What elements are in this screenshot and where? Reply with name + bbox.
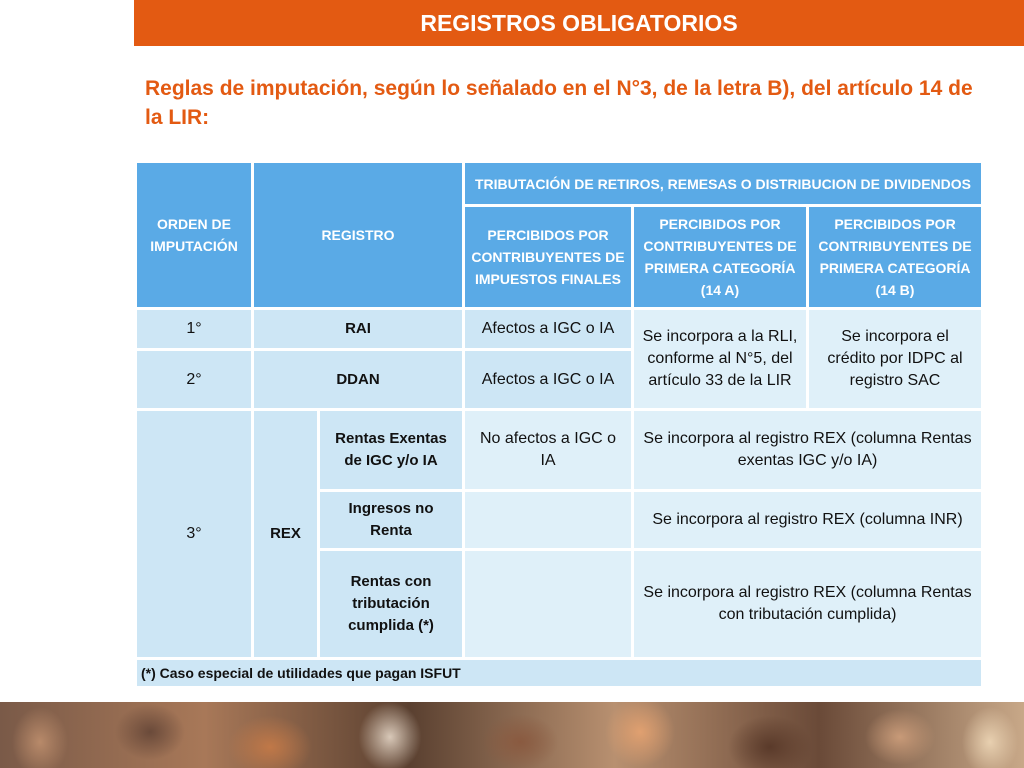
row1-registro: RAI [254, 310, 462, 348]
rex-sub-primera: Se incorpora al registro REX (columna INR) [634, 492, 981, 548]
row3-orden: 3° [137, 411, 251, 657]
rex-sub-finales [465, 551, 631, 657]
rex-sub-label: Rentas con tributación cumplida (*) [320, 551, 462, 657]
rex-sub-finales [465, 492, 631, 548]
header-orden: ORDEN DE IMPUTACIÓN [137, 163, 251, 307]
crowd-photo-strip [0, 702, 1024, 768]
rex-sub-primera: Se incorpora al registro REX (columna Rentas exentas IGC y/o IA) [634, 411, 981, 489]
subtitle: Reglas de imputación, según lo señalado en el N°3, de la letra B), del artículo 14 de la LIR: [145, 77, 973, 129]
header-primera-14a: PERCIBIDOS POR CONTRIBUYENTES DE PRIMERA CATEGORÍA (14 A) [634, 207, 806, 307]
header-bar [134, 0, 1024, 46]
merged-14b-cell: Se incorpora el crédito por IDPC al registro SAC [809, 310, 981, 408]
row1-orden: 1° [137, 310, 251, 348]
header-tributacion: TRIBUTACIÓN DE RETIROS, REMESAS O DISTRIBUCION DE DIVIDENDOS [465, 163, 981, 204]
merged-14a-cell: Se incorpora a la RLI, conforme al N°5, del artículo 33 de la LIR [634, 310, 806, 408]
row2-finales: Afectos a IGC o IA [465, 351, 631, 408]
header-impuestos-finales: PERCIBIDOS POR CONTRIBUYENTES DE IMPUESTOS FINALES [465, 207, 631, 307]
rex-sub-primera: Se incorpora al registro REX (columna Rentas con tributación cumplida) [634, 551, 981, 657]
row3-registro: REX [254, 411, 317, 657]
rex-sub-finales: No afectos a IGC o IA [465, 411, 631, 489]
imputation-rules-table [134, 160, 984, 689]
rex-sub-label: Ingresos no Renta [320, 492, 462, 548]
header-registro: REGISTRO [254, 163, 462, 307]
row2-registro: DDAN [254, 351, 462, 408]
header-title: REGISTROS OBLIGATORIOS [420, 9, 738, 36]
footnote: (*) Caso especial de utilidades que pagan ISFUT [137, 660, 981, 686]
rex-sub-label: Rentas Exentas de IGC y/o IA [320, 411, 462, 489]
row1-finales: Afectos a IGC o IA [465, 310, 631, 348]
header-primera-14b: PERCIBIDOS POR CONTRIBUYENTES DE PRIMERA CATEGORÍA (14 B) [809, 207, 981, 307]
row2-orden: 2° [137, 351, 251, 408]
